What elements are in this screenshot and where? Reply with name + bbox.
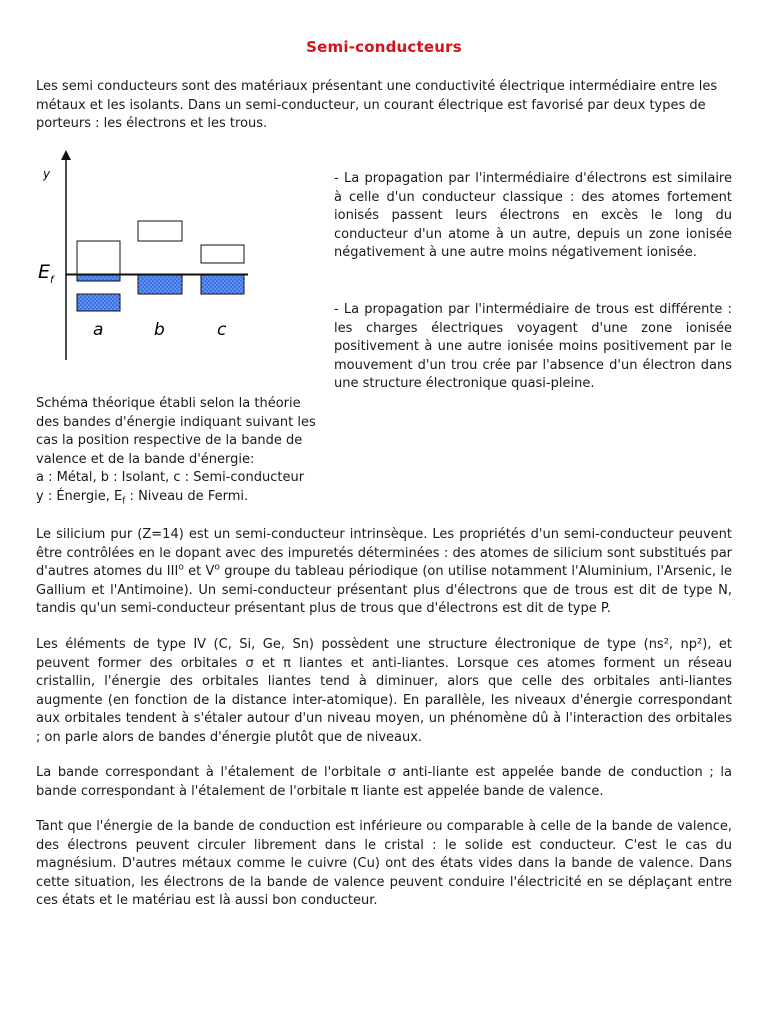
conduction-paragraph: Tant que l'énergie de la bande de conduction est inférieure ou comparable à celle de la bande de valence, des électrons peuvent circuler librement dans le cristal : le solide est conducteur. C'est le cas du magnésium. D'autres métaux comme le cuivre (Cu) ont des états vides dans la bande de valence. Dans cette situation, les électrons de la bande de valence peuvent conduire l'électricité en se déplaçant entre ces états et le matériau est là aussi bon conducteur.: [36, 819, 732, 909]
band-b-conduction: [138, 221, 182, 241]
band-c-conduction: [201, 245, 244, 263]
bands-paragraph: La bande correspondant à l'étalement de l'orbitale σ anti-liante est appelée bande de conduction ; la bande correspondant à l'étalement de l'orbitale π liante est appelée bande de valence.: [36, 765, 732, 799]
band-c-valence: [201, 275, 244, 294]
caption-line: cas la position respective de la bande de: [36, 433, 303, 449]
caption-line: a : Métal, b : Isolant, c : Semi-conducteur: [36, 470, 305, 486]
figure-caption: [36, 395, 326, 507]
electron-propagation-paragraph: - La propagation par l'intermédiaire d'électrons est similaire à celle d'un conducteur classique : des atomes fortement ionisés passent leurs électrons en excès le long du conducteur d'un atome à un autre, depuis un zone ionisée négativement à une autre moins négativement ionisée.: [334, 171, 732, 261]
silicon-paragraph: Le silicium pur (Z=14) est un semi-conducteur intrinsèque. Les propriétés d'un semi-conducteur peuvent être contrôlées en le dopant avec des impuretés déterminées : des atomes de silicium sont substitués par d'autres atomes du III$^o$ et $V^o$ groupe du tableau périodique (on utilise notamment l'Aluminium, l'Arsenic, le Gallium et l'Antimoine). Un semi-conducteur présentant plus d'électrons que de trous est dit de type N, tandis qu'un semi-conducteur présentant plus de trous que d'électrons est dit de type P.: [36, 527, 732, 617]
case-label-c: c: [217, 320, 227, 340]
fermi-label: $E_f$: [38, 261, 54, 286]
page-title: Semi-conducteurs: [306, 38, 462, 56]
caption-line: Schéma théorique établi selon la théorie: [36, 396, 301, 411]
band-b-valence: [138, 275, 182, 294]
caption-line: des bandes d'énergie indiquant suivant les: [36, 414, 316, 430]
y-axis-label: y: [43, 167, 51, 181]
band-a-lower: [77, 294, 120, 311]
caption-line: valence et de la bande d'énergie:: [36, 451, 255, 467]
intro-paragraph: Les semi conducteurs sont des matériaux présentant une conductivité électrique intermédiaire entre les métaux et les isolants. Dans un semi-conducteur, un courant électrique est favorisé par deux types de porteurs : les électrons et les trous.: [36, 79, 718, 132]
caption-line: y : Énergie, $E_f$ : Niveau de Fermi.: [36, 488, 249, 507]
band-diagram: [36, 150, 276, 362]
type-iv-paragraph: Les éléments de type IV (C, Si, Ge, Sn) possèdent une structure électronique de type (ns², np²), et peuvent former des orbitales σ et π liantes et anti-liantes. Lorsque ces atomes forment un réseau cristallin, l'énergie des orbitales liantes tend à diminuer, alors que celle des orbitales anti-liantes augmente (en fonction de la distance inter-atomique). En parallèle, les niveaux d'énergie correspondant aux orbitales tendent à s'étaler autour d'un niveau moyen, un phénomène dû à l'interaction des orbitales ; on parle alors de bandes d'énergie plutôt que de niveaux.: [36, 637, 732, 745]
hole-propagation-paragraph: - La propagation par l'intermédiaire de trous est différente : les charges électriques voyagent d'une zone ionisée positivement à une autre ionisée moins positivement par le mouvement d'un trou crée par l'absence d'un électron dans une structure électronique quasi-pleine.: [334, 302, 732, 392]
case-label-a: a: [93, 320, 104, 340]
case-label-b: b: [154, 320, 165, 340]
